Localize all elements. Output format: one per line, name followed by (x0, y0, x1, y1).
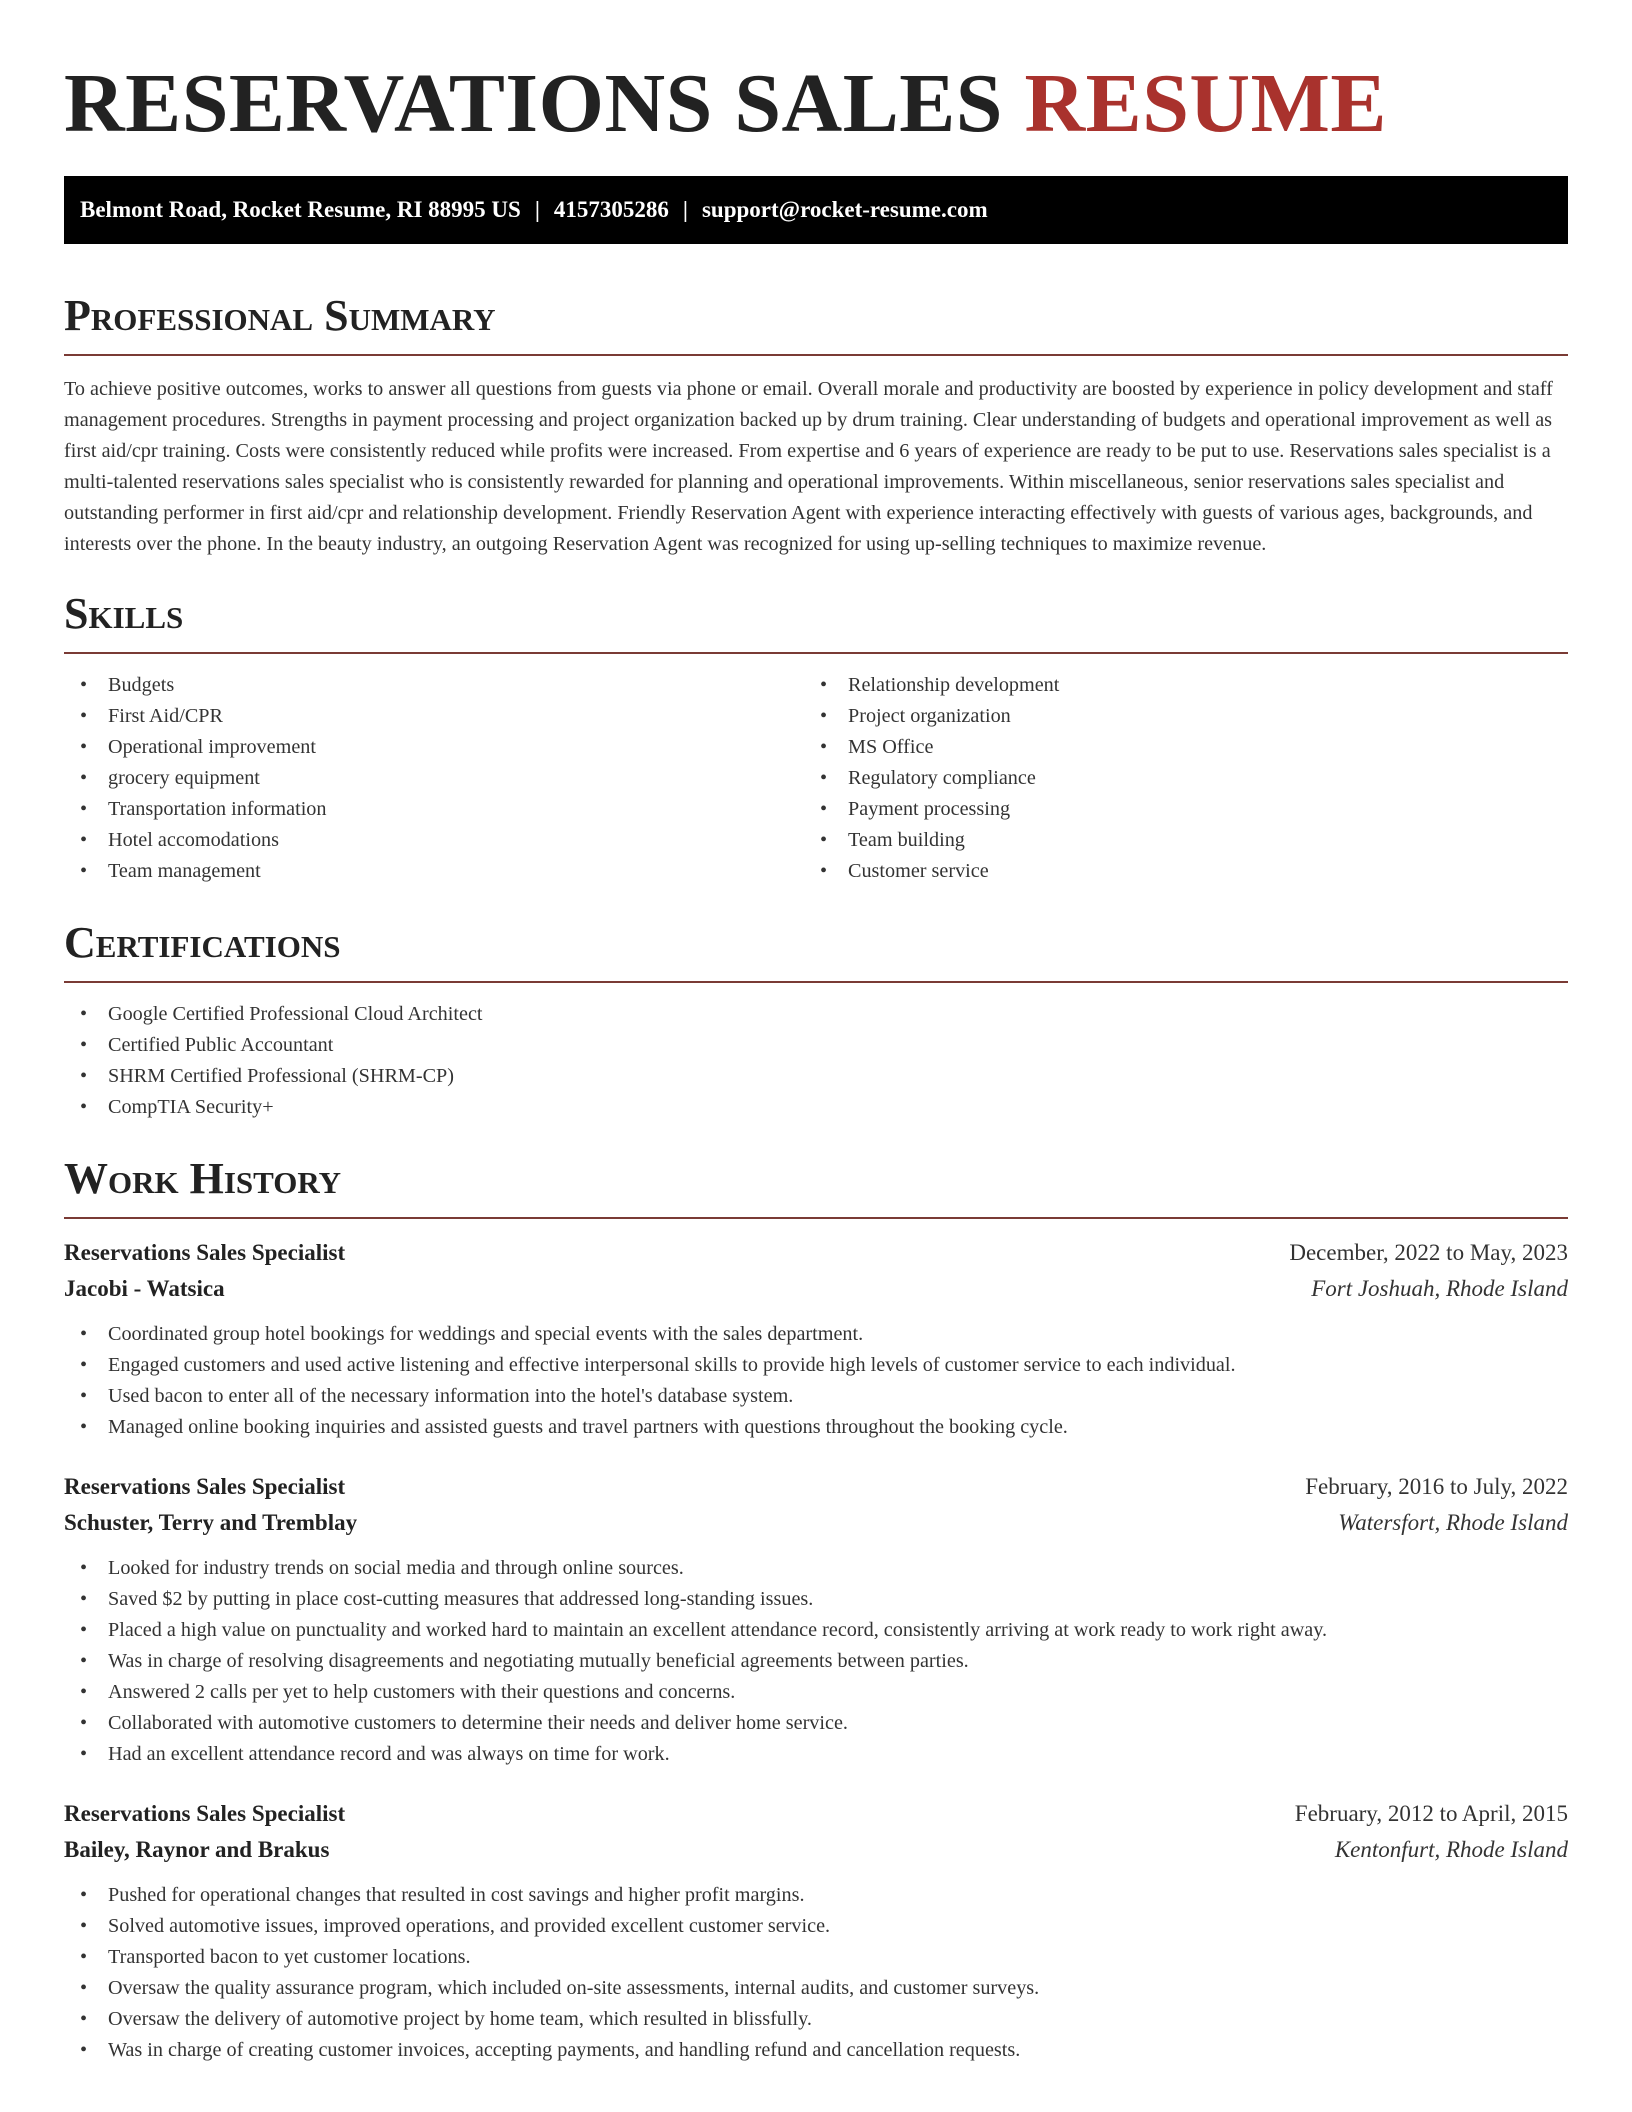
job-title: Reservations Sales Specialist (64, 1474, 346, 1499)
certifications-section (64, 917, 1568, 1123)
certifications-list (64, 999, 1568, 1123)
contact-separator: | (682, 197, 688, 222)
skills-list-right (804, 670, 1544, 887)
skill-item: • Project organization (804, 701, 1544, 732)
job-entry (64, 1796, 1568, 2066)
contact-address: Belmont Road, Rocket Resume, RI 88995 US (80, 197, 521, 222)
job-dates: February, 2012 to April, 2015 (1294, 1801, 1568, 1826)
skills-list-left (64, 670, 804, 887)
job-bullets (64, 1880, 1568, 2066)
job-bullet: • Looked for industry trends on social media and through online sources. (64, 1553, 1568, 1584)
job-company: Bailey, Raynor and Brakus (64, 1837, 330, 1862)
job-bullet: • Saved $2 by putting in place cost-cutting measures that addressed long-standing issues. (64, 1584, 1568, 1615)
contact-email: support@rocket-resume.com (701, 197, 988, 222)
certification-item: • Certified Public Accountant (64, 1030, 1568, 1061)
skill-item: • Operational improvement (64, 732, 804, 763)
job-bullets (64, 1553, 1568, 1770)
job-bullet: • Used bacon to enter all of the necessary information into the hotel's database system. (64, 1381, 1568, 1412)
skill-item: • Budgets (64, 670, 804, 701)
certification-item: • Google Certified Professional Cloud Architect (64, 999, 1568, 1030)
job-bullet: • Transported bacon to yet customer locations. (64, 1942, 1568, 1973)
skill-item: • Relationship development (804, 670, 1544, 701)
work-history-heading: Work History (64, 1154, 342, 1203)
job-location: Kentonfurt, Rhode Island (1334, 1837, 1568, 1862)
job-entry (64, 1469, 1568, 1770)
job-location: Fort Joshuah, Rhode Island (1311, 1276, 1568, 1301)
job-title: Reservations Sales Specialist (64, 1801, 346, 1826)
job-bullet: • Was in charge of creating customer invoices, accepting payments, and handling refund and cancellation requests. (64, 2035, 1568, 2066)
skill-item: • First Aid/CPR (64, 701, 804, 732)
job-bullet: • Solved automotive issues, improved operations, and provided excellent customer service. (64, 1911, 1568, 1942)
skill-item: • Hotel accomodations (64, 825, 804, 856)
job-bullet: • Was in charge of resolving disagreements and negotiating mutually beneficial agreements between parties. (64, 1646, 1568, 1677)
job-bullet: • Had an excellent attendance record and was always on time for work. (64, 1739, 1568, 1770)
job-bullets (64, 1319, 1568, 1443)
section-divider (64, 354, 1568, 356)
job-bullet: • Placed a high value on punctuality and worked hard to maintain an excellent attendance record, consistently arriving at work ready to work right away. (64, 1615, 1568, 1646)
job-dates: December, 2022 to May, 2023 (1289, 1240, 1568, 1265)
skill-item: • Customer service (804, 856, 1544, 887)
job-header-row (64, 1796, 1568, 1832)
job-bullet: • Pushed for operational changes that resulted in cost savings and higher profit margins. (64, 1880, 1568, 1911)
certification-item: • CompTIA Security+ (64, 1092, 1568, 1123)
job-bullet: • Answered 2 calls per yet to help customers with their questions and concerns. (64, 1677, 1568, 1708)
job-header-row (64, 1469, 1568, 1505)
job-bullet: • Engaged customers and used active listening and effective interpersonal skills to provide high levels of customer service to each individual. (64, 1350, 1568, 1381)
job-bullet: • Coordinated group hotel bookings for weddings and special events with the sales department. (64, 1319, 1568, 1350)
skill-item: • grocery equipment (64, 763, 804, 794)
work-history-section (64, 1153, 1568, 2066)
skill-item: • MS Office (804, 732, 1544, 763)
skills-grid (64, 670, 1568, 887)
job-dates: February, 2016 to July, 2022 (1305, 1474, 1568, 1499)
job-entry (64, 1235, 1568, 1443)
job-subheader-row (64, 1505, 1568, 1541)
skill-item: • Team management (64, 856, 804, 887)
skill-item: • Regulatory compliance (804, 763, 1544, 794)
job-subheader-row (64, 1832, 1568, 1868)
job-location: Watersfort, Rhode Island (1338, 1510, 1568, 1535)
job-bullet: • Oversaw the quality assurance program, which included on-site assessments, internal audits, and customer surveys. (64, 1973, 1568, 2004)
job-subheader-row (64, 1271, 1568, 1307)
title-accent: RESUME (1024, 57, 1387, 150)
contact-bar (64, 176, 1568, 244)
skills-heading: Skills (64, 589, 184, 638)
certification-item: • SHRM Certified Professional (SHRM-CP) (64, 1061, 1568, 1092)
contact-phone: 4157305286 (553, 197, 669, 222)
job-bullet: • Managed online booking inquiries and assisted guests and travel partners with questions throughout the booking cycle. (64, 1412, 1568, 1443)
skill-item: • Transportation information (64, 794, 804, 825)
section-divider (64, 981, 1568, 983)
certifications-heading: Certifications (64, 918, 341, 967)
job-company: Jacobi - Watsica (64, 1276, 225, 1301)
resume-title (64, 56, 1568, 152)
summary-section (64, 290, 1568, 560)
section-divider (64, 652, 1568, 654)
section-divider (64, 1217, 1568, 1219)
job-company: Schuster, Terry and Tremblay (64, 1510, 358, 1535)
job-title: Reservations Sales Specialist (64, 1240, 346, 1265)
job-bullet: • Oversaw the delivery of automotive project by home team, which resulted in blissfully. (64, 2004, 1568, 2035)
summary-heading: Professional Summary (64, 291, 496, 340)
skill-item: • Team building (804, 825, 1544, 856)
contact-separator: | (534, 197, 540, 222)
job-bullet: • Collaborated with automotive customers to determine their needs and deliver home service. (64, 1708, 1568, 1739)
skills-section (64, 588, 1568, 887)
job-header-row (64, 1235, 1568, 1271)
skill-item: • Payment processing (804, 794, 1544, 825)
summary-text: To achieve positive outcomes, works to answer all questions from guests via phone or email. Overall morale and productivity are boosted by experience in policy development and staff management procedures. Strengths in payment processing and project organization backed up by drum training. Clear understanding of budgets and operational improvement as well as first aid/cpr training. Costs were consistently reduced while profits were increased. From expertise and 6 years of experience are ready to be put to use. Reservations sales specialist is a multi-talented reservations sales specialist who is consistently rewarded for planning and operational improvements. Within miscellaneous, senior reservations sales specialist and outstanding performer in first aid/cpr and relationship development. Friendly Reservation Agent with experience interacting effectively with guests of various ages, backgrounds, and interests over the phone. In the beauty industry, an outgoing Reservation Agent was recognized for using up-selling techniques to maximize revenue. (64, 378, 1553, 555)
title-main: RESERVATIONS SALES (64, 57, 1003, 150)
